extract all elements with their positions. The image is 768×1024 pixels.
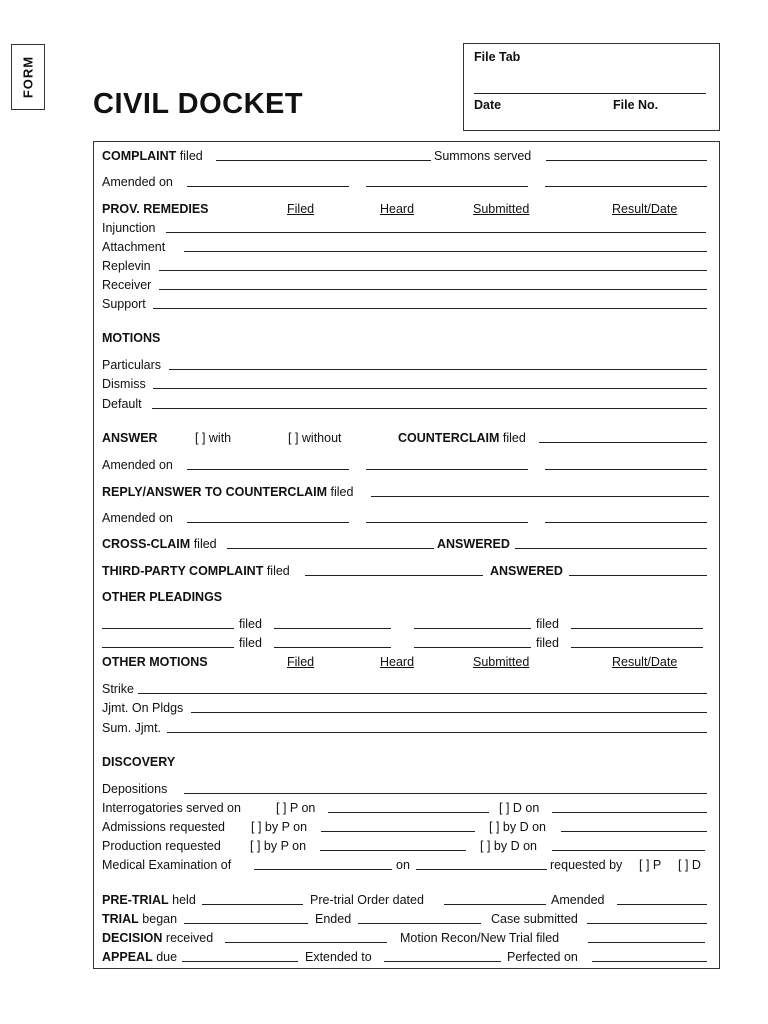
cross-answered-label: ANSWERED bbox=[437, 537, 510, 551]
amended-label: Amended on bbox=[102, 458, 173, 472]
complaint-row bbox=[94, 147, 721, 165]
production-row bbox=[94, 837, 721, 855]
file-tab-label: File Tab bbox=[474, 50, 521, 64]
prov-label: Replevin bbox=[102, 259, 151, 273]
prov-row bbox=[94, 219, 721, 237]
cross-answered-field[interactable] bbox=[515, 535, 707, 549]
other-motions-label: OTHER MOTIONS bbox=[102, 655, 208, 669]
motion-row bbox=[94, 356, 721, 374]
motion-recon-field[interactable] bbox=[588, 929, 705, 943]
motion-label: Dismiss bbox=[102, 377, 146, 391]
requested-by-label: requested by bbox=[550, 858, 623, 872]
col-submitted: Submitted bbox=[473, 655, 530, 669]
answer-amended-row bbox=[94, 456, 721, 474]
pre-trial-order-label: Pre-trial Order dated bbox=[310, 893, 424, 907]
prov-label: Receiver bbox=[102, 278, 152, 292]
medical-row bbox=[94, 856, 721, 874]
motion-row bbox=[94, 375, 721, 393]
pleading-filed-label: filed bbox=[239, 636, 262, 650]
motion-label: Default bbox=[102, 397, 142, 411]
by-p-on-field[interactable] bbox=[320, 837, 466, 851]
by-d-on-checkbox[interactable]: [ ] by D on bbox=[480, 839, 537, 853]
other-motions-header bbox=[94, 653, 721, 671]
depositions-row bbox=[94, 780, 721, 798]
by-d-on-field[interactable] bbox=[561, 818, 707, 832]
trial-began-field[interactable] bbox=[184, 910, 308, 924]
pleading-name-field[interactable] bbox=[102, 615, 234, 629]
requested-by-d-checkbox[interactable]: [ ] D bbox=[678, 858, 701, 872]
motion-field[interactable] bbox=[152, 395, 707, 409]
reply-field[interactable] bbox=[371, 483, 709, 497]
other-motion-field[interactable] bbox=[138, 680, 707, 694]
by-d-on-checkbox[interactable]: [ ] by D on bbox=[489, 820, 546, 834]
discovery-label: DISCOVERY bbox=[102, 755, 176, 769]
trial-ended-label: Ended bbox=[315, 912, 352, 926]
motions-label: MOTIONS bbox=[102, 331, 161, 345]
prov-remedies-header bbox=[94, 200, 721, 218]
pleading-filed-field[interactable] bbox=[571, 634, 703, 648]
prov-label: Attachment bbox=[102, 240, 166, 254]
prov-label: Support bbox=[102, 297, 146, 311]
by-p-on-checkbox[interactable]: [ ] by P on bbox=[250, 839, 307, 853]
summons-label: Summons served bbox=[434, 149, 532, 163]
prov-label: Injunction bbox=[102, 221, 156, 235]
pleading-name-field[interactable] bbox=[414, 634, 531, 648]
motions-header bbox=[94, 329, 721, 347]
file-box bbox=[463, 43, 720, 131]
medical-label: Medical Examination of bbox=[102, 858, 232, 872]
perfected-label: Perfected on bbox=[507, 950, 578, 964]
other-motion-field[interactable] bbox=[167, 719, 707, 733]
appeal-label: APPEAL due bbox=[102, 950, 178, 964]
production-label: Production requested bbox=[102, 839, 221, 853]
pleading-name-field[interactable] bbox=[414, 615, 531, 629]
amended-field[interactable] bbox=[366, 509, 528, 523]
medical-of-field[interactable] bbox=[254, 856, 392, 870]
d-on-checkbox[interactable]: [ ] D on bbox=[499, 801, 540, 815]
prov-row bbox=[94, 295, 721, 313]
cross-claim-row bbox=[94, 535, 721, 553]
pleading-filed-field[interactable] bbox=[274, 634, 391, 648]
reply-label: REPLY/ANSWER TO COUNTERCLAIM filed bbox=[102, 485, 354, 499]
interrogatories-row bbox=[94, 799, 721, 817]
motion-label: Particulars bbox=[102, 358, 162, 372]
p-on-field[interactable] bbox=[328, 799, 489, 813]
appeal-row bbox=[94, 948, 721, 966]
date-label: Date bbox=[474, 98, 502, 112]
pleading-filed-label: filed bbox=[536, 636, 559, 650]
reply-amended-row bbox=[94, 509, 721, 527]
interrogatories-label: Interrogatories served on bbox=[102, 801, 241, 815]
other-motion-field[interactable] bbox=[191, 699, 707, 713]
cross-claim-label: CROSS-CLAIM filed bbox=[102, 537, 217, 551]
prov-row bbox=[94, 238, 721, 256]
requested-by-p-checkbox[interactable]: [ ] P bbox=[639, 858, 662, 872]
prov-field[interactable] bbox=[184, 238, 707, 252]
answer-with-checkbox[interactable]: [ ] with bbox=[195, 431, 232, 445]
col-submitted: Submitted bbox=[473, 202, 530, 216]
amended-field[interactable] bbox=[187, 173, 349, 187]
other-pleading-row bbox=[94, 615, 721, 633]
amended-label: Amended on bbox=[102, 175, 173, 189]
amended-field[interactable] bbox=[366, 173, 528, 187]
other-pleading-row bbox=[94, 634, 721, 652]
counterclaim-label: COUNTERCLAIM filed bbox=[398, 431, 526, 445]
other-pleadings-label: OTHER PLEADINGS bbox=[102, 590, 223, 604]
other-motion-label: Jjmt. On Pldgs bbox=[102, 701, 184, 715]
reply-row bbox=[94, 483, 721, 501]
discovery-header bbox=[94, 753, 721, 771]
p-on-checkbox[interactable]: [ ] P on bbox=[276, 801, 316, 815]
col-result-date: Result/Date bbox=[612, 655, 678, 669]
case-submitted-label: Case submitted bbox=[491, 912, 578, 926]
col-heard: Heard bbox=[380, 655, 415, 669]
other-pleadings-header bbox=[94, 588, 721, 606]
case-submitted-field[interactable] bbox=[587, 910, 707, 924]
medical-on-label: on bbox=[396, 858, 410, 872]
decision-row bbox=[94, 929, 721, 947]
pleading-filed-label: filed bbox=[239, 617, 262, 631]
pre-trial-row bbox=[94, 891, 721, 909]
answer-row bbox=[94, 429, 721, 447]
perfected-field[interactable] bbox=[592, 948, 707, 962]
d-on-field[interactable] bbox=[552, 799, 707, 813]
pre-trial-order-field[interactable] bbox=[444, 891, 546, 905]
counterclaim-field[interactable] bbox=[539, 429, 707, 443]
medical-on-field[interactable] bbox=[416, 856, 547, 870]
file-tab-field[interactable] bbox=[474, 93, 706, 94]
amended-field[interactable] bbox=[545, 509, 707, 523]
complaint-amended-row bbox=[94, 173, 721, 191]
other-motion-label: Sum. Jjmt. bbox=[102, 721, 162, 735]
prov-field[interactable] bbox=[166, 219, 706, 233]
col-filed: Filed bbox=[287, 202, 315, 216]
prov-field[interactable] bbox=[159, 276, 707, 290]
by-p-on-checkbox[interactable]: [ ] by P on bbox=[251, 820, 308, 834]
trial-ended-field[interactable] bbox=[358, 910, 481, 924]
admissions-label: Admissions requested bbox=[102, 820, 225, 834]
depositions-label: Depositions bbox=[102, 782, 168, 796]
other-motion-label: Strike bbox=[102, 682, 134, 696]
prov-remedies-label: PROV. REMEDIES bbox=[102, 202, 209, 216]
motion-row bbox=[94, 395, 721, 413]
third-party-row bbox=[94, 562, 721, 580]
third-party-field[interactable] bbox=[305, 562, 483, 576]
by-p-on-field[interactable] bbox=[321, 818, 475, 832]
pleading-filed-field[interactable] bbox=[274, 615, 391, 629]
prov-row bbox=[94, 276, 721, 294]
decision-received-field[interactable] bbox=[225, 929, 387, 943]
extended-label: Extended to bbox=[305, 950, 372, 964]
prov-field[interactable] bbox=[153, 295, 707, 309]
third-answered-field[interactable] bbox=[569, 562, 707, 576]
pre-trial-amended-field[interactable] bbox=[617, 891, 707, 905]
docket-box bbox=[93, 141, 720, 969]
amended-field[interactable] bbox=[187, 509, 349, 523]
trial-label: TRIAL began bbox=[102, 912, 178, 926]
admissions-row bbox=[94, 818, 721, 836]
page-title: CIVIL DOCKET bbox=[93, 88, 304, 120]
depositions-field[interactable] bbox=[184, 780, 707, 794]
pleading-filed-field[interactable] bbox=[571, 615, 703, 629]
file-no-label: File No. bbox=[613, 98, 659, 112]
amended-field[interactable] bbox=[366, 456, 528, 470]
other-motion-row bbox=[94, 680, 721, 698]
other-motion-row bbox=[94, 719, 721, 737]
cross-claim-field[interactable] bbox=[227, 535, 434, 549]
appeal-due-field[interactable] bbox=[182, 948, 298, 962]
decision-label: DECISION received bbox=[102, 931, 214, 945]
by-d-on-field[interactable] bbox=[552, 837, 705, 851]
amended-label: Amended on bbox=[102, 511, 173, 525]
third-answered-label: ANSWERED bbox=[490, 564, 563, 578]
amended-field[interactable] bbox=[545, 173, 707, 187]
pre-trial-label: PRE-TRIAL held bbox=[102, 893, 196, 907]
prov-row bbox=[94, 257, 721, 275]
amended-field[interactable] bbox=[187, 456, 349, 470]
motion-recon-label: Motion Recon/New Trial filed bbox=[400, 931, 560, 945]
col-filed: Filed bbox=[287, 655, 315, 669]
answer-label: ANSWER bbox=[102, 431, 158, 445]
extended-field[interactable] bbox=[384, 948, 501, 962]
pleading-name-field[interactable] bbox=[102, 634, 234, 648]
form-tab bbox=[11, 44, 45, 110]
motion-field[interactable] bbox=[153, 375, 707, 389]
col-result-date: Result/Date bbox=[612, 202, 678, 216]
summons-field[interactable] bbox=[546, 147, 707, 161]
col-heard: Heard bbox=[380, 202, 415, 216]
pleading-filed-label: filed bbox=[536, 617, 559, 631]
motion-field[interactable] bbox=[169, 356, 707, 370]
other-motion-row bbox=[94, 699, 721, 717]
complaint-label: COMPLAINT filed bbox=[102, 149, 203, 163]
answer-without-checkbox[interactable]: [ ] without bbox=[288, 431, 342, 445]
pre-trial-held-field[interactable] bbox=[202, 891, 303, 905]
complaint-filed-field[interactable] bbox=[216, 147, 431, 161]
trial-row bbox=[94, 910, 721, 928]
amended-field[interactable] bbox=[545, 456, 707, 470]
third-party-label: THIRD-PARTY COMPLAINT filed bbox=[102, 564, 290, 578]
prov-field[interactable] bbox=[159, 257, 707, 271]
pre-trial-amended-label: Amended bbox=[551, 893, 605, 907]
form-tab-label: FORM bbox=[20, 55, 36, 99]
